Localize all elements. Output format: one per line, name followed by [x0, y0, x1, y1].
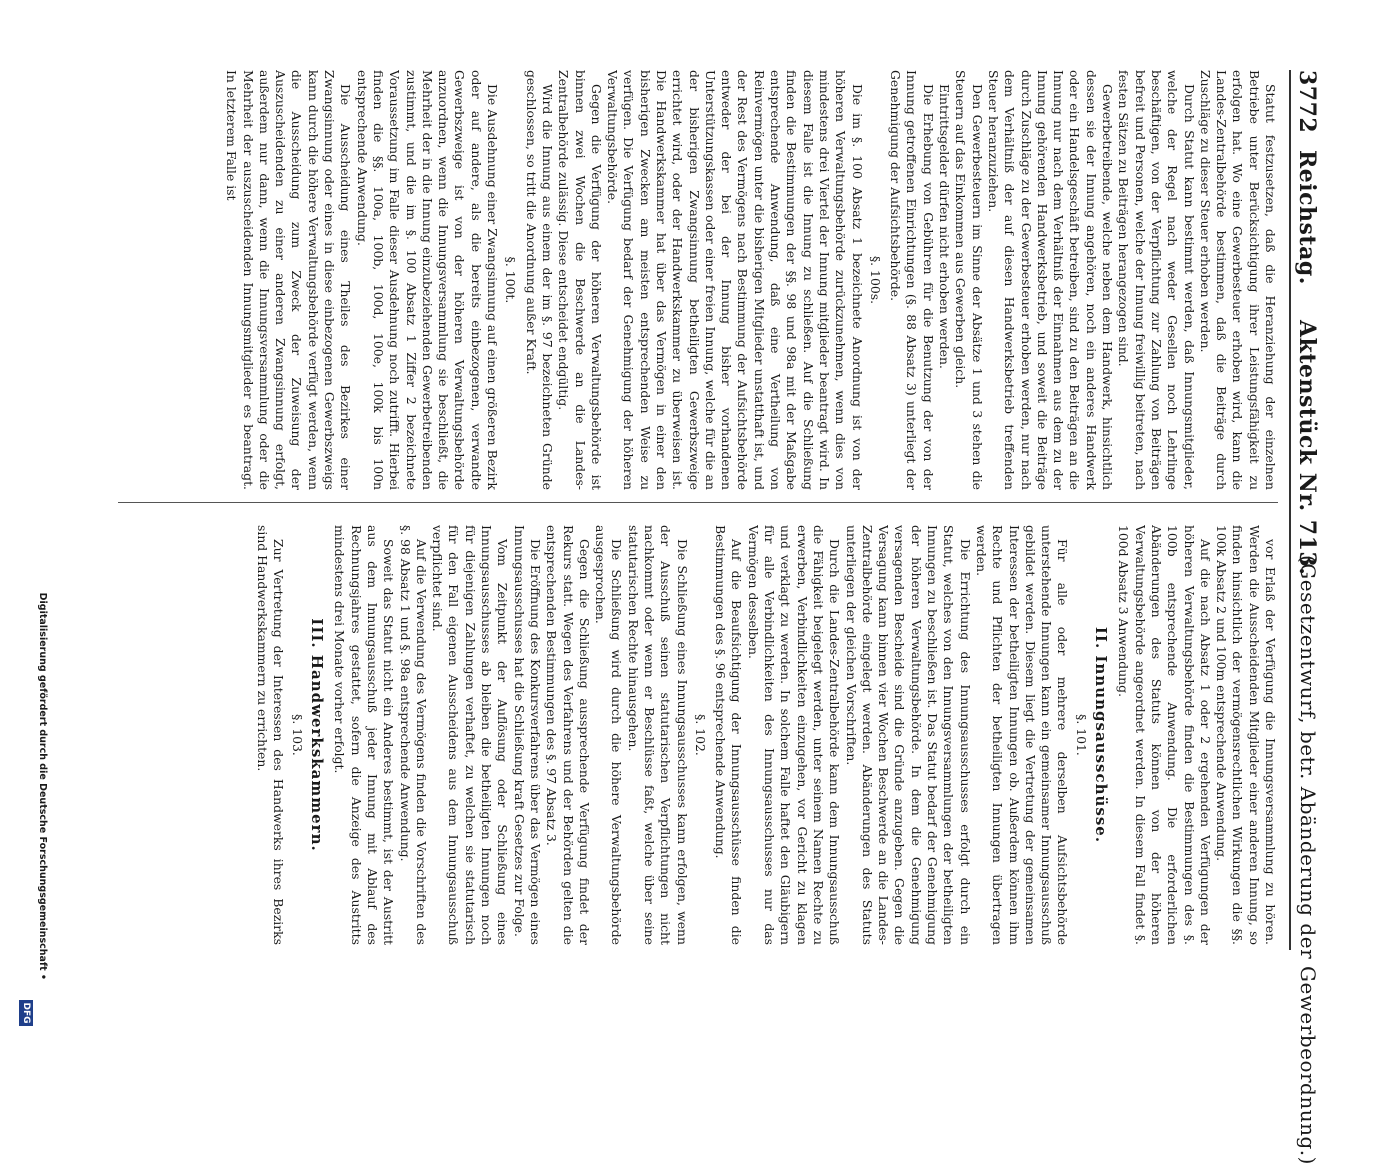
paragraph: Auf die Verwendung des Vermögens finden die Vorschriften des §. 98 Absatz 1 und §. 98a entsprechende Anwendung.: [397, 525, 429, 945]
paragraph: Durch die Landes-Zentralbehörde kann dem Innungsausschuß die Fähigkeit beigelegt werden, unter seinem Namen Rechte zu erwerben, Verbindlichkeiten einzugehen, vor Gericht zu klagen und verklagt zu werden. In solchem Falle haftet den Gläubigern für alle Verbindlichkeiten des Innungsausschusses nur das Vermögen desselben.: [745, 525, 843, 945]
paragraph: Die Ausdehnung einer Zwangsinnung auf einen größeren Bezirk oder auf andere, als die bereits einbezogenen, verwandte Gewerbszweige ist von der höheren Verwaltungsbehörde anzuordnen, wenn die Innungsversammlung sie beschließt, die Mehrheit der in die Innung einzubeziehenden Gewerbetreibenden zustimmt, und die im §. 100 Absatz 1 Ziffer 2 bezeichnete Voraussetzung im Falle dieser Ausdehnung noch zutrifft. Hierbei finden die §§. 100a, 100b, 100d, 100e, 100k bis 100n entsprechende Anwendung.: [354, 70, 501, 490]
paragraph: Wird die Innung aus einem der im §. 97 bezeichneten Gründe geschlossen, so tritt die Anordnung außer Kraft.: [523, 70, 555, 490]
paragraph-number: §. 100s.: [867, 255, 883, 305]
paragraph: Die Ausscheidung eines Theiles des Bezirkes einer Zwangsinnung oder eines in diese einbezogenen Gewerbszweigs kann durch die höhere Verwaltungsbehörde verfügt werden, wenn die Ausscheidung zum Zweck der Zuweisung der Auszuscheidenden zu einer anderen Zwangsinnung erfolgt, außerdem nur dann, wenn die Innungsversammlung oder die Mehrheit der auszuscheidenden Innungsmitglieder es beantragt. In letzterem Falle ist: [224, 70, 354, 490]
section-heading: III. Handwerkskammern.: [308, 618, 327, 852]
page-number: 3772: [1294, 70, 1320, 134]
paragraph: Soweit das Statut nicht ein Anderes bestimmt, ist der Austritt aus dem Innungsausschuß jeder Innung mit Ablauf des Rechnungsjahres gestattet, sofern die Anzeige des Austritts mindestens drei Monate vorher erfolgt.: [332, 525, 397, 945]
paragraph: Für alle oder mehrere derselben Aufsichtsbehörde unterstehende Innungen kann ein gemeinsamer Innungsausschuß gebildet werden. Diesem liegt die Vertretung der gemeinsamen Interessen der betheiligten Innungen ob. Außerdem können ihm Rechte und Pflichten der betheiligten Innungen übertragen werden.: [973, 525, 1071, 945]
paragraph: Vom Zeitpunkt der Auflösung oder Schließung eines Innungsausschusses ab bleiben die betheiligten Innungen noch für diejenigen Zahlungen verhaftet, zu welchen sie statutarisch für den Fall eigenen Ausscheidens aus dem Innungsausschuß verpflichtet sind.: [430, 525, 511, 945]
section-heading: II. Innungsausschüsse.: [1092, 626, 1111, 844]
paragraph: Die Schließung eines Innungsausschusses kann erfolgen, wenn der Ausschuß seinen statutarischen Verpflichtungen nicht nachkommt oder wenn er Beschlüsse faßt, welche über seine statutarischen Rechte hinausgehen.: [625, 525, 690, 945]
paragraph: Die Errichtung des Innungsausschusses erfolgt durch ein Statut, welches von den Innungsversammlungen der betheiligten Innungen zu beschließen ist. Das Statut bedarf der Genehmigung der höheren Verwaltungsbehörde. In dem die Genehmigung versagenden Bescheide sind die Gründe anzugeben. Gegen die Versagung kann binnen vier Wochen Beschwerde an die Landes-Zentralbehörde eingelegt werden. Abänderungen des Statuts unterliegen der gleichen Vorschriften.: [843, 525, 973, 945]
header-rule: [1289, 70, 1291, 950]
document-title: (Gesetzentwurf, betr. Abänderung der Gewerbeordnung.): [1296, 555, 1320, 1165]
paragraph: Auf die nach Absatz 1 oder 2 ergehenden Verfügungen der höheren Verwaltungsbehörde finden die Bestimmungen des §. 100b entsprechende Anwendung. Die erforderlichen Abänderungen des Statuts können von der höheren Verwaltungsbehörde angeordnet werden. In diesem Fall findet §. 100d Absatz 3 Anwendung.: [1116, 525, 1213, 945]
page-header: [1288, 70, 1328, 1165]
paragraph-number: §. 101.: [1073, 714, 1089, 756]
paragraph: Auf die Beaufsichtigung der Innungsausschüsse finden die Bestimmungen des §. 96 entsprechende Anwendung.: [713, 525, 745, 945]
paragraph: Gegen die Verfügung der höheren Verwaltungsbehörde ist binnen zwei Wochen die Beschwerde an die Landes-Zentralbehörde zulässig. Diese entscheidet endgültig.: [556, 70, 604, 490]
source-title: Reichstag.: [1294, 150, 1320, 285]
paragraph: Die Erhebung von Gebühren für die Benutzung der von der Innung getroffenen Einrichtungen (§. 88 Absatz 3) unterliegt der Genehmigung der Aufsichtsbehörde.: [888, 70, 936, 490]
paragraph: Statut festzusetzen, daß die Heranziehung der einzelnen Betriebe unter Berücksichtigung ihrer Leistungsfähigkeit zu erfolgen hat. Wo eine Gewerbesteuer erhoben wird, kann die Landes-Zentralbehörde bestimmen, daß die Beiträge durch Zuschläge zu dieser Steuer erhoben werden.: [1197, 70, 1278, 490]
paragraph-number: §. 103.: [289, 714, 305, 756]
paragraph: Eintrittsgelder dürfen nicht erhoben werden.: [937, 84, 953, 369]
dfg-logo: DFG: [19, 1000, 33, 1026]
paragraph: Den Gewerbesteuern im Sinne der Absätze 1 und 3 stehen die Steuern auf das Einkommen aus Gewerben gleich.: [953, 70, 985, 490]
paragraph: Gewerbetreibende, welche neben dem Handwerk, hinsichtlich dessen sie der Innung angehören, noch ein anderes Handwerk oder ein Handelsgeschäft betreiben, sind zu den Beiträgen an die Innung nur nach dem Verhältniß der Einnahmen aus dem zu der Innung gehörenden Handwerksbetrieb, und soweit die Beiträge durch Zuschläge zu der Gewerbesteuer erhoben werden, nur nach dem Verhältniß der auf diesen Handwerksbetrieb treffenden Steuer heranzuziehen.: [985, 70, 1116, 490]
paragraph: Durch Statut kann bestimmt werden, daß Innungsmitglieder, welche der Regel nach weder Gesellen noch Lehrlinge beschäftigen, von der Verpflichtung zur Zahlung von Beiträgen befreit und Personen, welche der Innung freiwillig beitreten, nach festen Sätzen zu Beiträgen herangezogen sind.: [1116, 70, 1197, 490]
right-column: [113, 525, 1278, 945]
paragraph: Die im §. 100 Absatz 1 bezeichnete Anordnung ist von der höheren Verwaltungsbehörde zurückzunehmen, wenn dies von mindestens drei Viertel der Innung mitglieder beantragt wird. In diesem Falle ist die Innung zu schließen. Auf die Schließung finden die Bestimmungen der §§. 98 und 98a mit der Maßgabe entsprechende Anwendung, daß eine Vertheilung von Reinvermögen unter die bisherigen Mitglieder unstatthaft ist, und der Rest des Vermögens nach Bestimmung der Aufsichtsbehörde entweder der bei der Innung bisher vorhandenen Unterstützungskassen oder einer freien Innung, welche für die an der bisherigen Zwangsinnung betheiligten Gewerbszweige errichtet wird, oder der Handwerkskammer zu überweisen ist. Die Handwerkskammer hat über das Vermögen in einer den bisherigen Zwecken am meisten entsprechenden Weise zu verfügen. Die Verfügung bedarf der Genehmigung der höheren Verwaltungsbehörde.: [605, 70, 865, 490]
paragraph-number: §. 100t.: [503, 256, 519, 304]
left-column: [113, 70, 1278, 490]
digitization-credit: Digitalisierung gefördert durch die Deutsche Forschungsgemeinschaft •: [37, 592, 48, 980]
paragraph: Die Schließung wird durch die höhere Verwaltungsbehörde ausgesprochen.: [593, 525, 625, 945]
paragraph: Gegen die Schließung aussprechende Verfügung findet der Rekurs statt. Wegen des Verfahrens und der Behörden gelten die entsprechenden Bestimmungen des §. 97 Absatz 3.: [544, 525, 592, 945]
paragraph-number: §. 102.: [692, 714, 708, 756]
paragraph: vor Erlaß der Verfügung die Innungsversammlung zu hören. Werden die Ausscheidenden Mitglieder einer anderen Innung, so finden hinsichtlich der vermögensrechtlichen Wirkungen die §§. 100k Absatz 2 und 100m entsprechende Anwendung.: [1214, 525, 1278, 945]
paragraph: Zur Vertretung der Interessen des Handwerks ihres Bezirks sind Handwerkskammern zu errichten.: [255, 525, 287, 945]
column-divider: [118, 502, 1278, 503]
paragraph: Die Eröffnung des Konkursverfahrens über das Vermögen eines Innungsausschusses hat die Schließung kraft Gesetzes zur Folge.: [511, 525, 543, 945]
document-number: Aktenstück Nr. 713.: [1294, 320, 1320, 576]
